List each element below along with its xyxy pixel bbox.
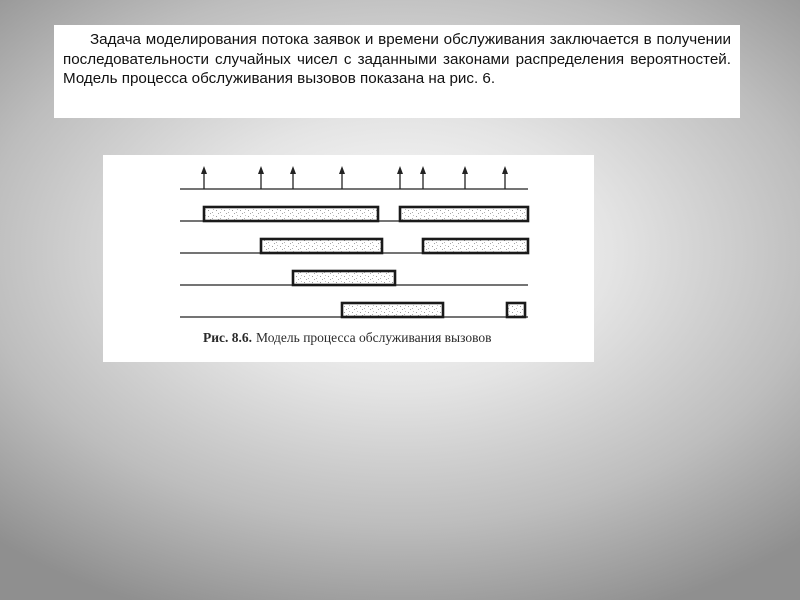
arrival-arrow-head bbox=[397, 166, 403, 174]
arrival-arrow-head bbox=[290, 166, 296, 174]
figure-caption bbox=[203, 330, 492, 345]
busy-bar bbox=[342, 303, 443, 317]
arrival-arrow-head bbox=[420, 166, 426, 174]
arrival-arrow-head bbox=[258, 166, 264, 174]
service-model-diagram bbox=[103, 155, 594, 362]
caption-label: Рис. 8.6. bbox=[203, 330, 253, 345]
description-paragraph: Задача моделирования потока заявок и времени обслуживания заключается в получении последовательности случайных чисел с заданными законами распределения вероятностей. Модель процесса обслуживания вызовов показана на рис. 6. bbox=[63, 31, 731, 87]
busy-bar bbox=[261, 239, 382, 253]
busy-bar bbox=[293, 271, 395, 285]
arrival-arrow-head bbox=[201, 166, 207, 174]
arrival-arrow-head bbox=[502, 166, 508, 174]
channels bbox=[180, 207, 528, 317]
busy-bar bbox=[400, 207, 528, 221]
busy-bar bbox=[507, 303, 525, 317]
busy-bar bbox=[423, 239, 528, 253]
text-box bbox=[54, 25, 740, 118]
caption-text: Модель процесса обслуживания вызовов bbox=[256, 330, 492, 345]
service-model-figure bbox=[103, 155, 594, 362]
arrival-arrow-head bbox=[339, 166, 345, 174]
busy-bar bbox=[204, 207, 378, 221]
arrivals-timeline bbox=[180, 166, 528, 189]
arrival-arrow-head bbox=[462, 166, 468, 174]
